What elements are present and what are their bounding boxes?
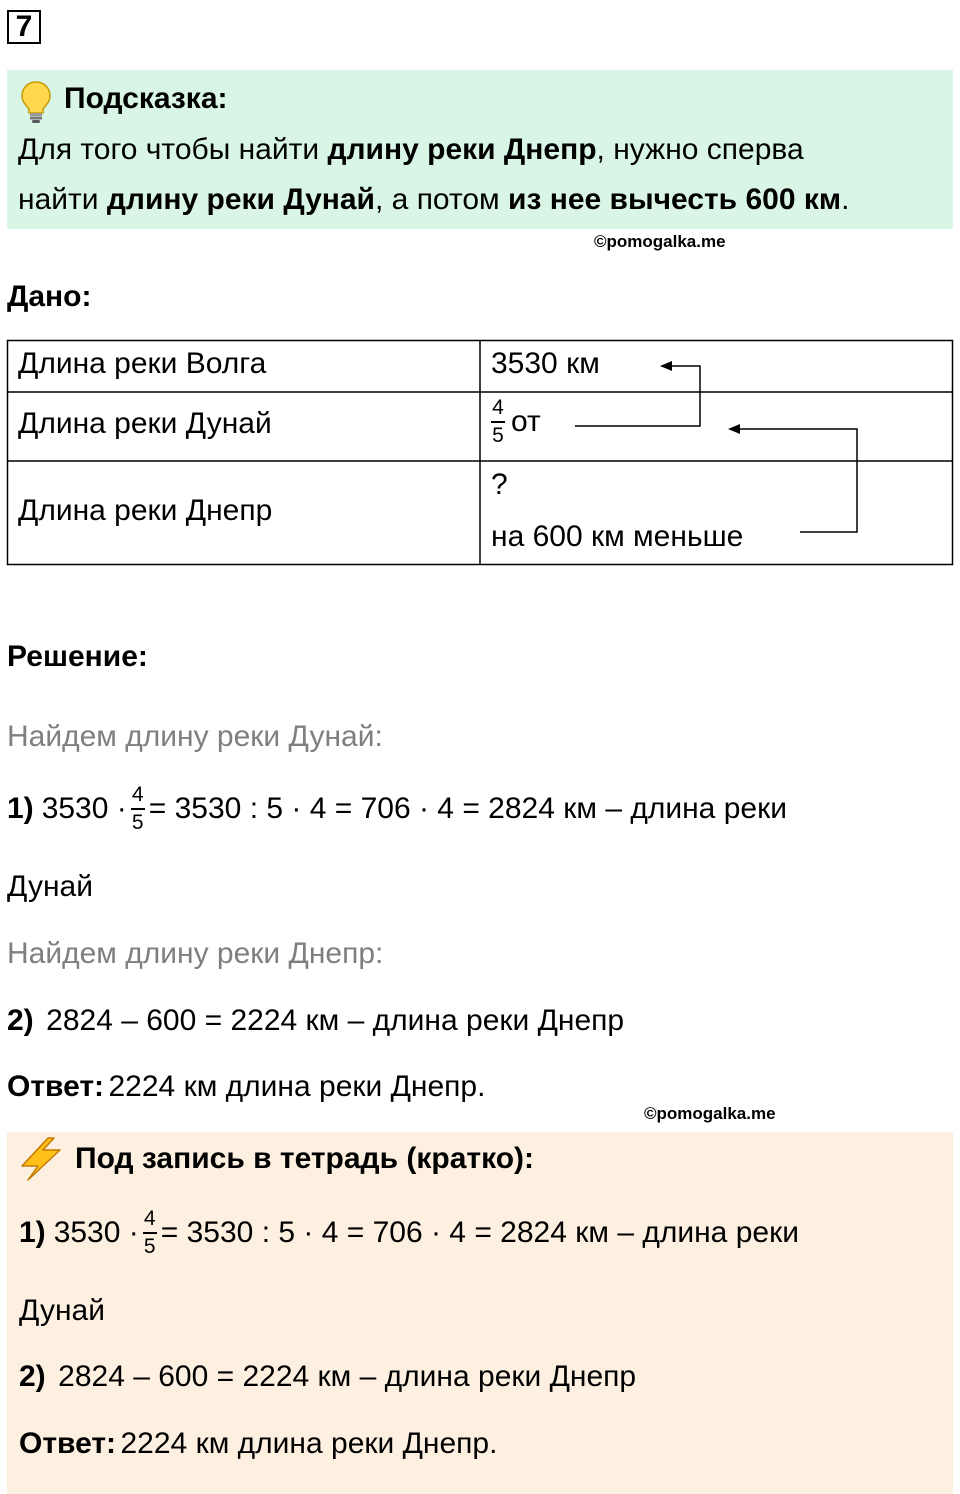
arrowhead-volga (660, 361, 672, 371)
table-row-3-label: Длина реки Днепр (18, 494, 273, 527)
hint-line-1: Для того чтобы найти длину реки Днепр, нужно сперва (18, 133, 804, 166)
notebook-title: Под запись в тетрадь (кратко): (75, 1142, 535, 1175)
notebook-step-2: 2) 2824 – 600 = 2224 км – длина реки Днепр (19, 1360, 637, 1393)
table-row-2-label: Длина реки Дунай (18, 407, 272, 440)
hint-title: Подсказка: (64, 82, 228, 115)
arrow-dnepr-to-danube (740, 429, 857, 532)
fraction: $\frac{4}{5}$ (131, 783, 144, 834)
step-1-intro: Найдем длину реки Дунай: (7, 720, 383, 753)
table-row-2-value: $\frac{4}{5}$ от (492, 396, 541, 447)
given-title: Дано: (7, 280, 92, 313)
step-2-intro: Найдем длину реки Днепр: (7, 937, 384, 970)
fraction: $\frac{4}{5}$ (143, 1207, 156, 1258)
step-2: 2) 2824 – 600 = 2224 км – длина реки Днепр (7, 1004, 625, 1037)
arrowhead-danube (728, 424, 740, 434)
task-number: 7 (7, 10, 41, 44)
fraction: $\frac{4}{5}$ (492, 396, 504, 447)
table-row-3-value-2: на 600 км меньше (491, 520, 744, 553)
step-1-continued: Дунай (7, 870, 93, 903)
table-row-1-value: 3530 км (491, 347, 600, 380)
solution-title: Решение: (7, 640, 148, 673)
step-1: 1) 3530 · $\frac{4}{5}$ = 3530 : 5 · 4 = 706 · 4 = 2824 км – длина реки (7, 783, 787, 834)
table-row-3-value: ? (491, 468, 508, 501)
notebook-answer: Ответ: 2224 км длина реки Днепр. (19, 1427, 498, 1460)
answer: Ответ: 2224 км длина реки Днепр. (7, 1070, 486, 1103)
watermark: ©pomogalka.me (594, 232, 726, 251)
notebook-step-1-continued: Дунай (19, 1294, 105, 1327)
table-row-1-label: Длина реки Волга (18, 347, 267, 380)
watermark: ©pomogalka.me (644, 1104, 776, 1123)
hint-line-2: найти длину реки Дунай, а потом из нее вычесть 600 км. (18, 183, 850, 216)
notebook-step-1: 1) 3530 · $\frac{4}{5}$ = 3530 : 5 · 4 = 706 · 4 = 2824 км – длина реки (19, 1207, 799, 1258)
